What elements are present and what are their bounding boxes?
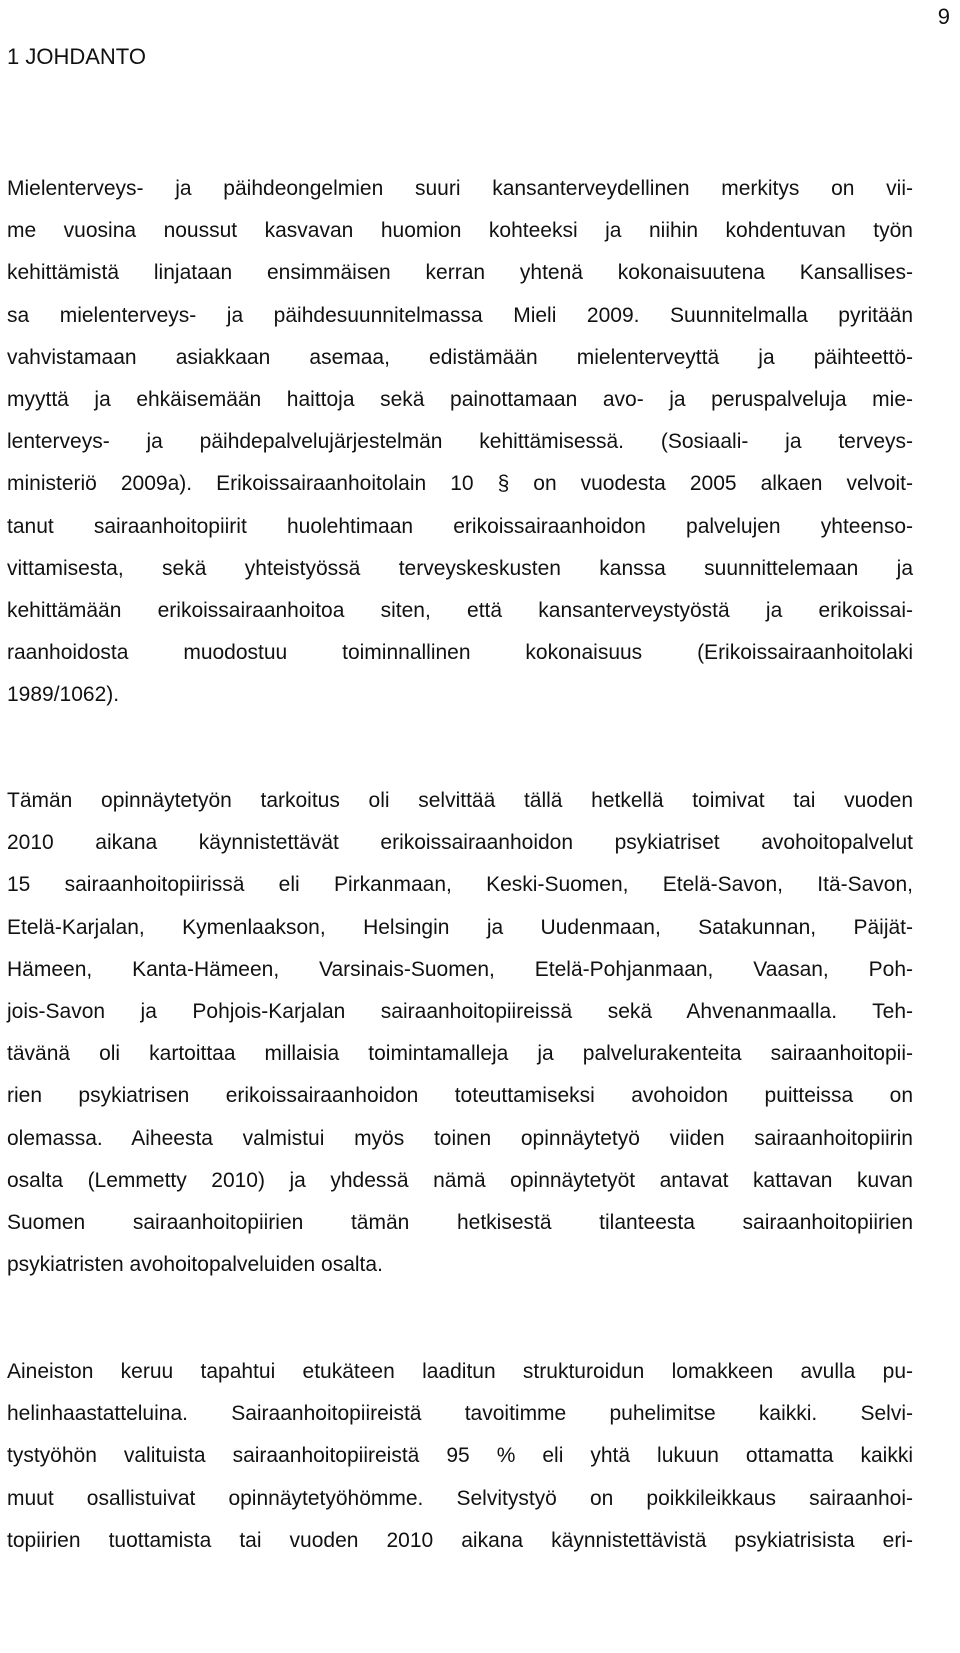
text-line: 1989/1062). (7, 683, 120, 707)
text-line: Suomen sairaanhoitopiirien tämän hetkisestä tilanteesta sairaanhoitopiirien (7, 1211, 913, 1235)
text-line: 2010 aikana käynnistettävät erikoissairaanhoidon psykiatriset avohoitopalvelut (7, 831, 913, 855)
page-number: 9 (937, 4, 950, 29)
text-line: vahvistamaan asiakkaan asemaa, edistämään mielenterveyttä ja päihteettö- (7, 345, 913, 369)
text-line: me vuosina noussut kasvavan huomion kohteeksi ja niihin kohdentuvan työn (7, 219, 913, 243)
text-line: osalta (Lemmetty 2010) ja yhdessä nämä opinnäytetyöt antavat kattavan kuvan (7, 1168, 913, 1192)
text-line: tanut sairaanhoitopiirit huolehtimaan erikoissairaanhoidon palvelujen yhteenso- (7, 514, 913, 538)
text-line: psykiatristen avohoitopalveluiden osalta. (7, 1253, 383, 1277)
text-line: raanhoidosta muodostuu toiminnallinen kokonaisuus (Erikoissairaanhoitolaki (7, 641, 913, 665)
text-line: vittamisesta, sekä yhteistyössä terveyskeskusten kanssa suunnittelemaan ja (7, 556, 913, 580)
text-line: Mielenterveys- ja päihdeongelmien suuri kansanterveydellinen merkitys on vii- (7, 177, 913, 200)
text-line: muut osallistuivat opinnäytetyöhömme. Selvitystyö on poikkileikkaus sairaanhoi- (7, 1486, 913, 1510)
text-line: rien psykiatrisen erikoissairaanhoidon toteuttamiseksi avohoidon puitteissa on (7, 1084, 913, 1108)
text-line: 15 sairaanhoitopiirissä eli Pirkanmaan, Keski-Suomen, Etelä-Savon, Itä-Savon, (7, 873, 913, 897)
text-line: Aineiston keruu tapahtui etukäteen laaditun strukturoidun lomakkeen avulla pu- (7, 1360, 913, 1383)
text-line: kehittämistä linjataan ensimmäisen kerran yhtenä kokonaisuutena Kansallises- (7, 261, 913, 285)
text-line: jois-Savon ja Pohjois-Karjalan sairaanhoitopiireissä sekä Ahvenanmaalla. Teh- (7, 1000, 913, 1024)
text-line: tystyöhön valituista sairaanhoitopiireistä 95 % eli yhtä lukuun ottamatta kaikki (7, 1444, 913, 1468)
text-line: kehittämään erikoissairaanhoitoa siten, että kansanterveystyöstä ja erikoissai- (7, 599, 913, 623)
chapter-heading: 1 JOHDANTO (7, 44, 146, 69)
text-line: topiirien tuottamista tai vuoden 2010 aikana käynnistettävistä psykiatrisista eri- (7, 1528, 913, 1552)
text-line: tävänä oli kartoittaa millaisia toimintamalleja ja palvelurakenteita sairaanhoitopii- (7, 1042, 913, 1066)
text-line: ministeriö 2009a). Erikoissairaanhoitolain 10 § on vuodesta 2005 alkaen velvoit- (7, 472, 913, 496)
text-line: helinhaastatteluina. Sairaanhoitopiireistä tavoitimme puhelimitse kaikki. Selvi- (7, 1402, 913, 1426)
text-line: Hämeen, Kanta-Hämeen, Varsinais-Suomen, Etelä-Pohjanmaan, Vaasan, Poh- (7, 957, 913, 981)
paragraph-1 (7, 168, 913, 717)
text-line: olemassa. Aiheesta valmistui myös toinen opinnäytetyö viiden sairaanhoitopiirin (7, 1126, 913, 1150)
text-line: Tämän opinnäytetyön tarkoitus oli selvittää tällä hetkellä toimivat tai vuoden (7, 789, 913, 812)
text-line: lenterveys- ja päihdepalvelujärjestelmän kehittämisessä. (Sosiaali- ja terveys- (7, 430, 913, 454)
paragraph-2 (7, 780, 913, 1286)
paragraph-3 (7, 1351, 913, 1562)
text-line: myyttä ja ehkäisemään haittoja sekä painottamaan avo- ja peruspalveluja mie- (7, 388, 913, 412)
text-line: Etelä-Karjalan, Kymenlaakson, Helsingin ja Uudenmaan, Satakunnan, Päijät- (7, 915, 913, 939)
text-line: sa mielenterveys- ja päihdesuunnitelmassa Mieli 2009. Suunnitelmalla pyritään (7, 303, 913, 327)
